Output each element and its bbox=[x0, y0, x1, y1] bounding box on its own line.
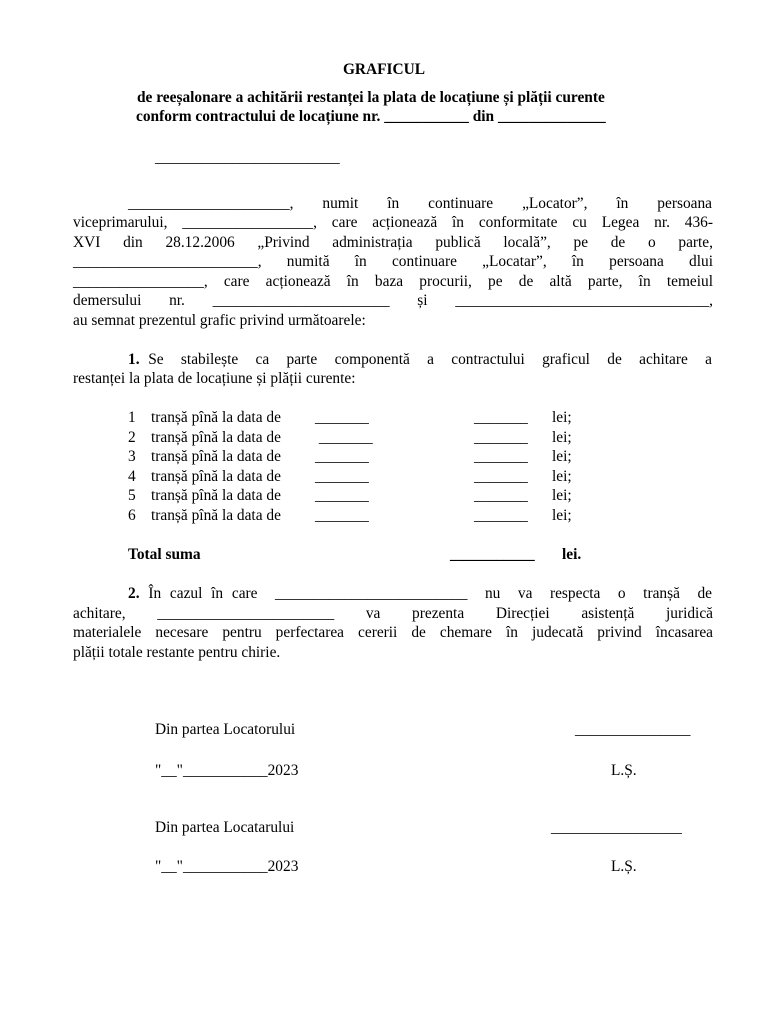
intro-line-6: demersului nr. _______________________ și _________________________________, bbox=[73, 292, 713, 309]
seal-locator: L.Ș. bbox=[611, 762, 637, 779]
installment-date-blank: _______ bbox=[315, 487, 369, 504]
installment-num: 6 bbox=[128, 507, 136, 524]
document-subtitle-line-1: de reeșalonare a achitării restanței la plata de locațiune și plății curente bbox=[137, 89, 605, 106]
installment-label: tranșă pînă la data de bbox=[151, 409, 281, 426]
installment-amount-blank: _______ bbox=[474, 429, 528, 446]
intro-line-7: au semnat prezentul grafic privind următoarele: bbox=[73, 312, 366, 329]
installment-date-blank: _______ bbox=[315, 448, 369, 465]
signature-party-locatar: Din partea Locatarului bbox=[155, 819, 295, 836]
installment-date-blank: _______ bbox=[315, 507, 369, 524]
installment-currency: lei; bbox=[552, 507, 572, 524]
signature-date-locatar: "__"___________2023 bbox=[155, 858, 299, 875]
intro-line-1: _____________________, numit în continuare „Locator”, în persoana bbox=[128, 195, 712, 212]
intro-line-3: XVI din 28.12.2006 „Privind administrația publică locală”, pe de o parte, bbox=[73, 234, 713, 251]
installment-amount-blank: _______ bbox=[474, 448, 528, 465]
installment-num: 1 bbox=[128, 409, 136, 426]
point-2-line-4: plății totale restante pentru chirie. bbox=[73, 644, 281, 661]
installment-num: 2 bbox=[128, 429, 136, 446]
installment-date-blank: _______ bbox=[315, 409, 369, 426]
installment-amount-blank: _______ bbox=[474, 487, 528, 504]
installment-num: 3 bbox=[128, 448, 136, 465]
installment-currency: lei; bbox=[552, 429, 572, 446]
document-subtitle-line-2: conform contractului de locațiune nr. ___________ din ______________ bbox=[136, 108, 606, 125]
installment-label: tranșă pînă la data de bbox=[151, 487, 281, 504]
point-1-line-1 bbox=[128, 350, 712, 369]
installment-label: tranșă pînă la data de bbox=[151, 468, 281, 485]
installment-num: 5 bbox=[128, 487, 136, 504]
installment-currency: lei; bbox=[552, 468, 572, 485]
document-title: GRAFICUL bbox=[342, 61, 426, 78]
point-2-number: 2. bbox=[128, 585, 140, 602]
installment-label: tranșă pînă la data de bbox=[151, 429, 281, 446]
installment-currency: lei; bbox=[552, 448, 572, 465]
installment-amount-blank: _______ bbox=[474, 409, 528, 426]
total-currency: lei. bbox=[562, 546, 582, 563]
blank-place-line: ________________________ bbox=[155, 149, 340, 166]
signature-date-locator: "__"___________2023 bbox=[155, 762, 299, 779]
installment-label: tranșă pînă la data de bbox=[151, 448, 281, 465]
point-2-line-1 bbox=[128, 584, 712, 603]
point-1-line-2: restanței la plata de locațiune și plății curente: bbox=[73, 370, 356, 387]
installment-amount-blank: _______ bbox=[474, 507, 528, 524]
installment-amount-blank: _______ bbox=[474, 468, 528, 485]
signature-line-locatar: _________________ bbox=[551, 819, 682, 836]
installment-label: tranșă pînă la data de bbox=[151, 507, 281, 524]
point-2-line-3: materialele necesare pentru perfectarea cererii de chemare în judecată privind încasarea bbox=[73, 624, 713, 641]
installment-date-blank: _______ bbox=[315, 429, 373, 446]
total-label: Total suma bbox=[128, 546, 201, 563]
seal-locatar: L.Ș. bbox=[611, 858, 637, 875]
intro-line-5: _________________, care acționează în baza procurii, pe de altă parte, în temeiul bbox=[73, 273, 713, 290]
installment-currency: lei; bbox=[552, 487, 572, 504]
point-2-text: În cazul în care _________________________ nu va respecta o tranșă de bbox=[139, 585, 712, 602]
point-1-text: Se stabilește ca parte componentă a contractului graficul de achitare a bbox=[139, 351, 712, 368]
total-amount-blank: ___________ bbox=[450, 546, 535, 563]
signature-party-locator: Din partea Locatorului bbox=[155, 721, 296, 738]
point-1-number: 1. bbox=[128, 351, 140, 368]
signature-line-locator: _______________ bbox=[575, 721, 691, 738]
installment-date-blank: _______ bbox=[315, 468, 369, 485]
point-2-line-2: achitare, _______________________ va prezenta Direcției asistență juridică bbox=[73, 605, 713, 622]
intro-line-2: viceprimarului, _________________, care acționează în conformitate cu Legea nr. 436- bbox=[73, 214, 713, 231]
installment-num: 4 bbox=[128, 468, 136, 485]
installment-currency: lei; bbox=[552, 409, 572, 426]
intro-line-4: ________________________, numită în continuare „Locatar”, în persoana dlui bbox=[73, 253, 713, 270]
